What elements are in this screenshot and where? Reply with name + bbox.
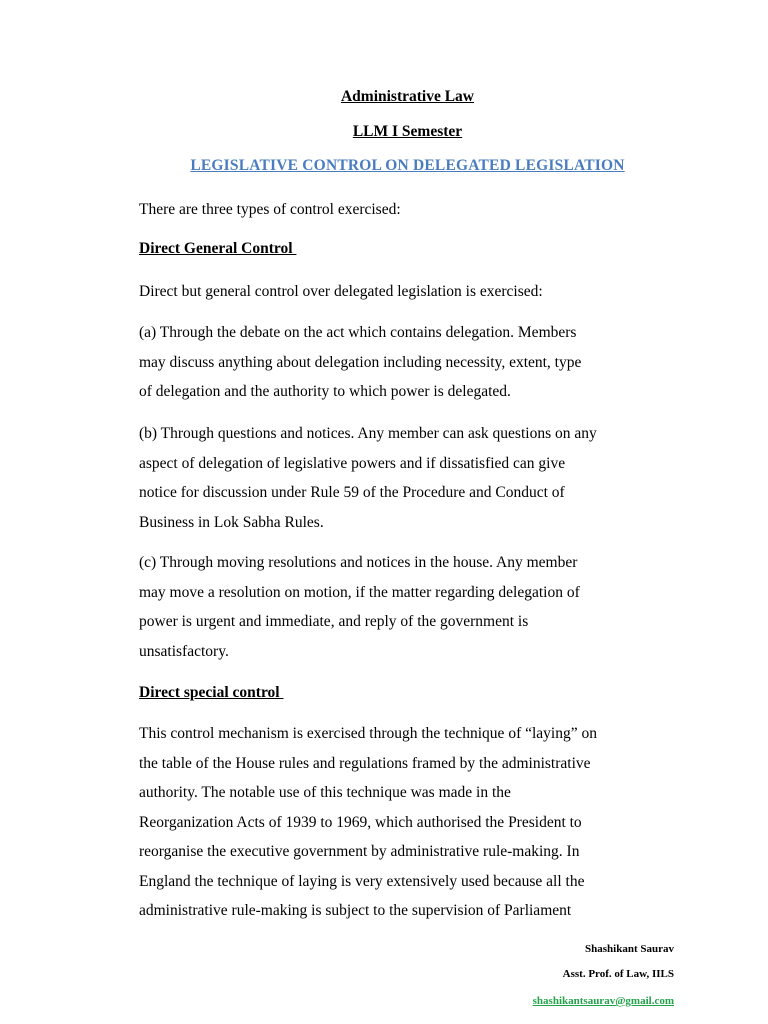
paragraph-line: unsatisfactory. (139, 642, 229, 660)
paragraph-line: authority. The notable use of this technique was made in the (139, 784, 511, 801)
paragraph-item-a (139, 318, 699, 407)
paragraph-line: Reorganization Acts of 1939 to 1969, which authorised the President to (139, 813, 582, 831)
course-title: Administrative Law (340, 88, 475, 105)
paragraph-line: England the technique of laying is very extensively used because all the (139, 872, 585, 890)
footer-designation: Asst. Prof. of Law, IILS (562, 968, 674, 980)
paragraph-line: may move a resolution on motion, if the matter regarding delegation of (139, 583, 580, 601)
paragraph-line: may discuss anything about delegation including necessity, extent, type (139, 353, 582, 371)
paragraph-line: (a) Through the debate on the act which contains delegation. Members (139, 324, 577, 341)
section1-lead: Direct but general control over delegated legislation is exercised: (139, 283, 543, 300)
topic-title: LEGISLATIVE CONTROL ON DELEGATED LEGISLATION (190, 157, 625, 174)
intro-text: There are three types of control exercised: (139, 201, 401, 218)
paragraph-line: Business in Lok Sabha Rules. (139, 513, 324, 531)
paragraph-laying (139, 719, 699, 926)
paragraph-line: (c) Through moving resolutions and notices in the house. Any member (139, 554, 578, 571)
paragraph-line: (b) Through questions and notices. Any member can ask questions on any (139, 425, 597, 442)
footer-author: Shashikant Saurav (585, 943, 674, 955)
paragraph-line: power is urgent and immediate, and reply of the government is (139, 613, 529, 630)
paragraph-line: aspect of delegation of legislative powers and if dissatisfied can give (139, 454, 566, 472)
semester-title: LLM I Semester (352, 123, 463, 140)
paragraph-line: of delegation and the authority to which power is delegated. (139, 383, 511, 400)
paragraph-line: notice for discussion under Rule 59 of the Procedure and Conduct of (139, 484, 565, 501)
section-heading-direct-general: Direct General Control (139, 240, 297, 257)
paragraph-line: administrative rule-making is subject to the supervision of Parliament (139, 902, 572, 919)
paragraph-line: This control mechanism is exercised through the technique of “laying” on (139, 725, 597, 742)
paragraph-line: the table of the House rules and regulations framed by the administrative (139, 754, 591, 772)
paragraph-item-c (139, 548, 699, 666)
paragraph-item-b (139, 419, 699, 537)
paragraph-line: reorganise the executive government by administrative rule-making. In (139, 843, 580, 860)
footer-email-link[interactable]: shashikantsaurav@gmail.com (532, 995, 674, 1007)
section-heading-direct-special: Direct special control (139, 684, 284, 701)
